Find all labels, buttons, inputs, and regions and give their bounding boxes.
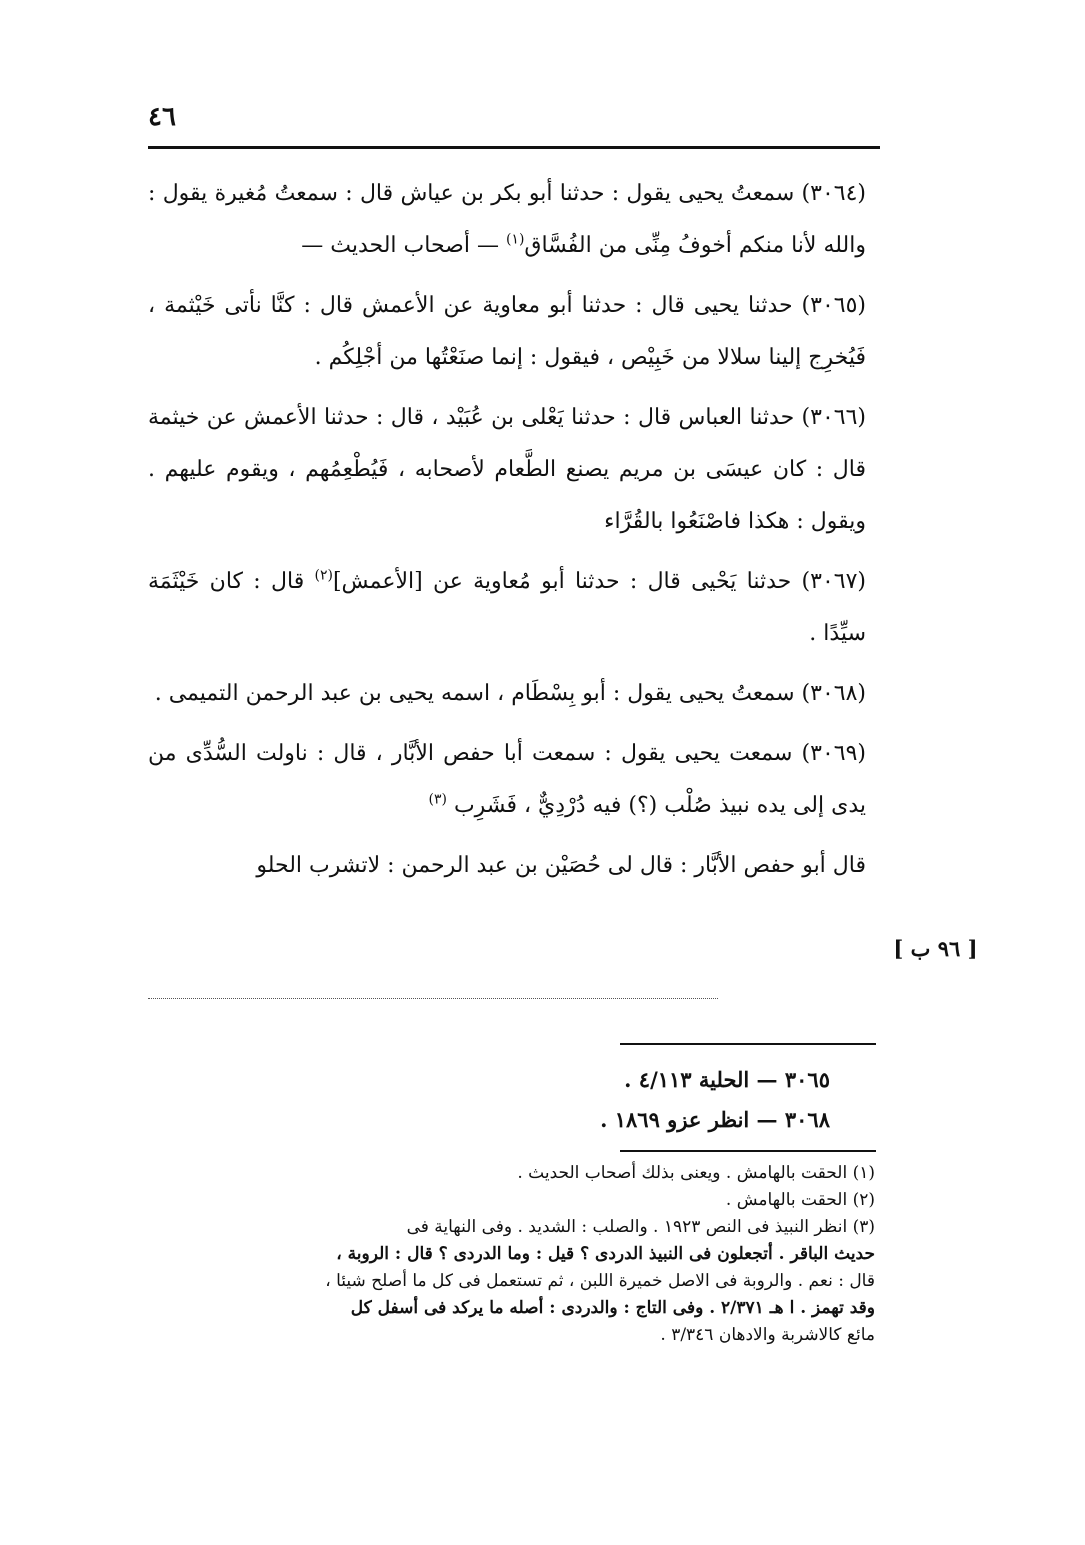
- footnote-ref: (٣): [428, 791, 447, 808]
- main-text: [148, 168, 866, 900]
- footnote-3-line: وقد تهمز . ا هـ ٢/٣٧١ . وفى التاج : والدردى : أصله ما يركد فى أسفل كل: [350, 1298, 875, 1318]
- header-rule: [148, 146, 880, 149]
- footnotes: [130, 1160, 875, 1349]
- source-references: [520, 1060, 830, 1140]
- paragraph-text-tail: قال : كان خَيْثَمَة سيِّدًا .: [148, 569, 866, 646]
- paragraph-text: قال أبو حفص الأبَّار : قال لى حُصَيْن بن عبد الرحمن : لاتشرب الحلو: [256, 853, 866, 878]
- paragraph-3069: [148, 728, 866, 832]
- paragraph-3067: [148, 556, 866, 660]
- paragraph-3066: [148, 392, 866, 548]
- page-number: ٤٦: [148, 102, 176, 132]
- footnote-3: (٣) انظر النبيذ فى النص ١٩٢٣ . والصلب : الشديد . وفى النهاية فى: [406, 1217, 875, 1237]
- footnote-rule: [620, 1150, 876, 1152]
- footnote-ref: (٢): [314, 567, 333, 584]
- paragraph-text: (٣٠٦٦) حدثنا العباس قال : حدثنا يَعْلى بن عُبَيْد ، قال : حدثنا الأعمش عن خيثمة قال : كان عيسَى بن مريم يصنع الطَّعام لأصحابه ، فَيُطْعِمُهم ، ويقوم عليهم . ويقول : هكذا فاصْنَعُوا بالقُرَّاء: [148, 405, 866, 534]
- source-line: ٣٠٦٨ — انظر عزو ١٨٦٩ .: [600, 1107, 830, 1132]
- paragraph-text-tail: — أصحاب الحديث —: [301, 233, 506, 258]
- footnote-1: (١) الحقت بالهامش . ويعنى بذلك أصحاب الحديث .: [517, 1163, 875, 1183]
- paragraph-3064: [148, 168, 866, 272]
- paragraph-3068: [148, 668, 866, 720]
- footnote-2: (٢) الحقت بالهامش .: [725, 1190, 875, 1210]
- paragraph-text: (٣٠٦٩) سمعت يحيى يقول : سمعت أبا حفص الأبَّار ، قال : ناولت السُّدِّى من يدى إلى يده نبيذ صُلْب (؟) فيه دُرْدِيٌّ ، فَشَرِب: [148, 741, 866, 818]
- paragraph-abu-hafs: [148, 840, 866, 892]
- footnote-3-line: قال : نعم . والروبة فى الاصل خميرة اللبن ، ثم تستعمل فى كل ما أصلح شيئا ،: [325, 1271, 875, 1291]
- source-line: ٣٠٦٥ — الحلية ٤/١١٣ .: [624, 1067, 830, 1092]
- sources-rule: [620, 1043, 876, 1045]
- paragraph-text: (٣٠٦٤) سمعتُ يحيى يقول : حدثنا أبو بكر بن عياش قال : سمعتُ مُغيرة يقول : والله لأنا منكم أخوفُ مِنِّى من الفُسَّاق: [148, 181, 866, 258]
- footnote-3-line: حديث الباقر . أتجعلون فى النبيذ الدردى ؟ قيل : وما الدردى ؟ قال : الروبة ،: [336, 1244, 875, 1264]
- paragraph-text: (٣٠٦٧) حدثنا يَحْيى قال : حدثنا أبو مُعاوية عن [الأعمش]: [332, 569, 866, 594]
- paragraph-3065: [148, 280, 866, 384]
- paragraph-text: (٣٠٦٥) حدثنا يحيى قال : حدثنا أبو معاوية عن الأعمش قال : كنَّا نأتى خَيْثمة ، فَيُخرِج إلينا سلالا من خَبِيْص ، فيقول : إنما صنَعْتُها من أجْلِكُم .: [148, 293, 866, 370]
- paragraph-text: (٣٠٦٨) سمعتُ يحيى يقول : أبو بِسْطَام ، اسمه يحيى بن عبد الرحمن التميمى .: [154, 681, 866, 706]
- manuscript-folio-note: [ ٩٦ ب ]: [893, 936, 978, 961]
- footnote-ref: (١): [505, 231, 525, 248]
- dotted-divider: [148, 998, 718, 999]
- footnote-3-line: مائع كالاشربة والادهان ٣/٣٤٦ .: [660, 1325, 875, 1345]
